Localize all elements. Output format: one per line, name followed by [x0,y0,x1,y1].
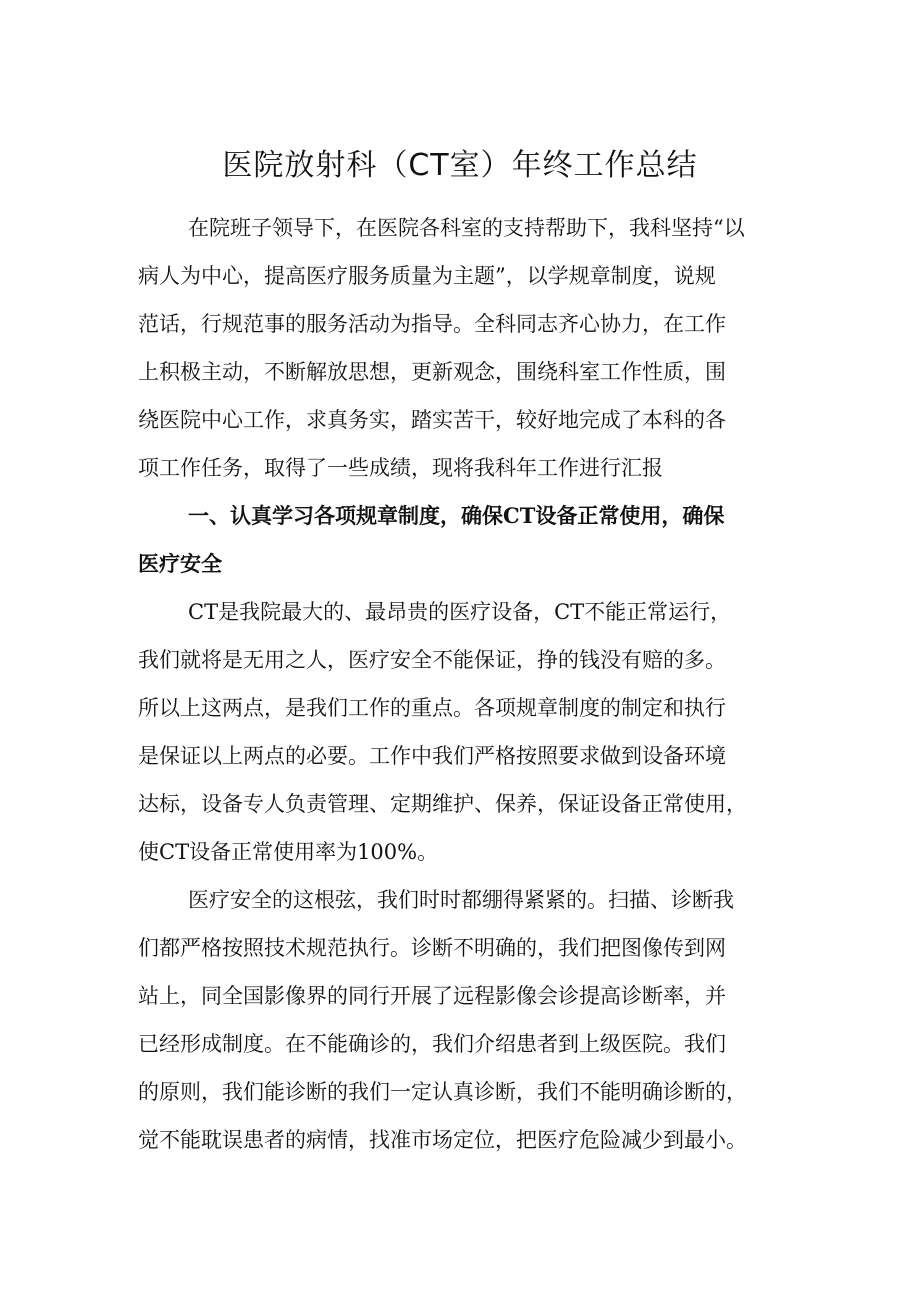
text-line: 达标，设备专人负责管理、定期维护、保养，保证设备正常使用， [138,792,747,816]
text-line: 站上，同全国影像界的同行开展了远程影像会诊提高诊断率，并 [138,984,726,1008]
text-line: 们都严格按照技术规范执行。诊断不明确的，我们把图像传到网 [138,936,726,960]
text-line: 我们就将是无用之人，医疗安全不能保证，挣的钱没有赔的多。 [138,648,726,672]
text-line: CT是我院最大的、最昂贵的医疗设备，CT不能正常运行， [188,600,732,624]
text-line: 医疗安全的这根弦，我们时时都绷得紧紧的。扫描、诊断我 [188,888,734,912]
text-line: 上积极主动，不断解放思想，更新观念，围绕科室工作性质，围 [138,360,726,384]
text-line: 是保证以上两点的必要。工作中我们严格按照要求做到设备环境 [138,744,726,768]
text-line: 所以上这两点，是我们工作的重点。各项规章制度的制定和执行 [138,696,726,720]
text-line: 绕医院中心工作，求真务实，踏实苦干，较好地完成了本科的各 [138,408,726,432]
intro-paragraph [138,204,790,492]
body-paragraph [138,876,790,1164]
heading-line: 一、认真学习各项规章制度，确保CT设备正常使用，确保 [188,503,725,528]
text-line: 使CT设备正常使用率为100%。 [138,840,439,864]
text-line: 觉不能耽误患者的病情，找准市场定位，把医疗危险减少到最小。 [138,1128,747,1152]
text-line: 病人为中心，提高医疗服务质量为主题”，以学规章制度，说规 [138,264,716,288]
text-line: 项工作任务，取得了一些成绩，现将我科年工作进行汇报 [138,456,663,480]
text-line: 在院班子领导下，在医院各科室的支持帮助下，我科坚持“以 [188,216,745,240]
body-paragraph [138,588,790,876]
heading-line: 医疗安全 [138,551,222,576]
document-title: 医院放射科（CT室）年终工作总结 [222,148,698,183]
document-body [138,204,790,1164]
section-heading [138,492,790,588]
text-line: 的原则，我们能诊断的我们一定认真诊断，我们不能明确诊断的， [138,1080,747,1104]
text-line: 范话，行规范事的服务活动为指导。全科同志齐心协力，在工作 [138,312,726,336]
text-line: 已经形成制度。在不能确诊的，我们介绍患者到上级医院。我们 [138,1032,726,1056]
